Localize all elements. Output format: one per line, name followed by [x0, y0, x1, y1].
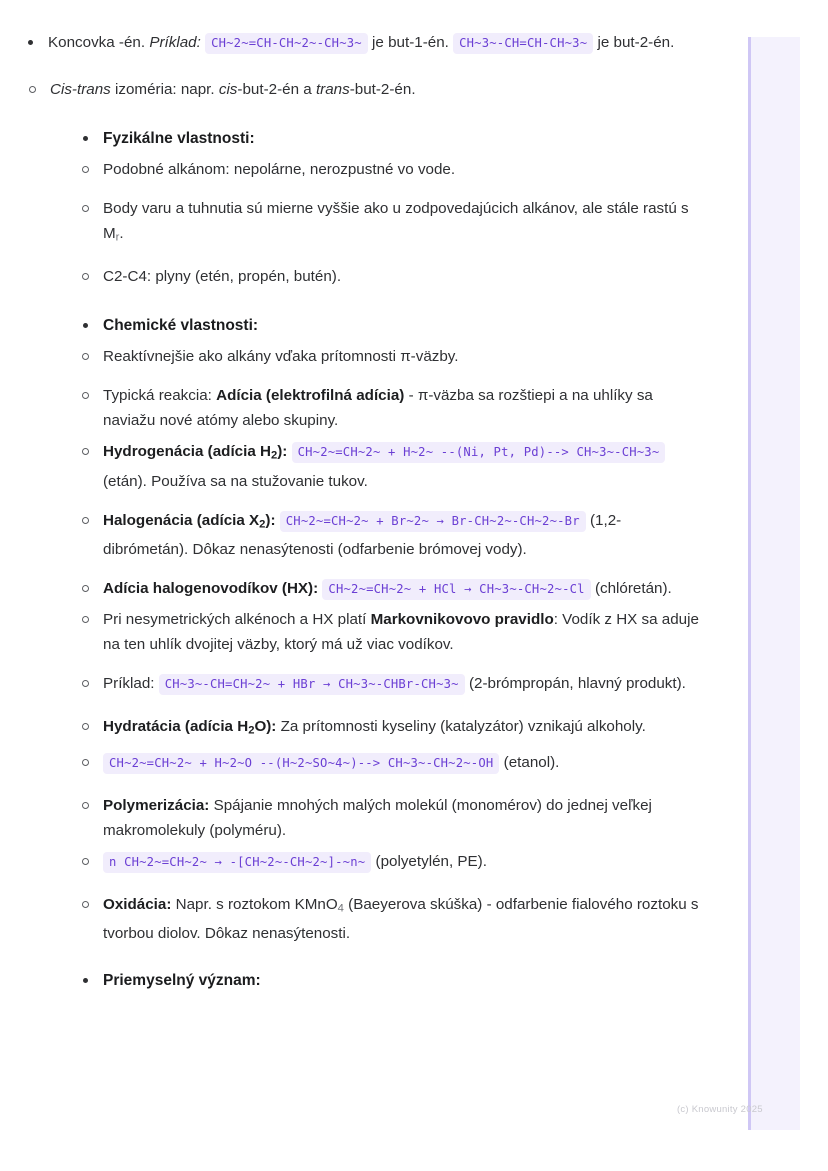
- polymerizacia-after-label: Spájanie mnohých malých molekúl (monomérov) do jednej veľkej makromolekuly (polyméru).: [103, 796, 652, 839]
- hydratacia-code-after: (etanol).: [503, 753, 560, 771]
- code-chip-but1en: CH~2~=CH-CH~2~-CH~3~: [205, 33, 368, 54]
- list-item-hydratacia-code: [79, 750, 700, 775]
- code-chip-hydratacia: CH~2~=CH~2~ + H~2~O --(H~2~SO~4~)--> CH~3~-CH~2~-OH: [103, 753, 499, 774]
- markovnikov-prefix: Pri nesymetrických alkénoch a HX platí: [103, 611, 367, 629]
- halogenacia-label-post: ):: [265, 511, 276, 529]
- code-chip-but2en: CH~3~-CH=CH-CH~3~: [453, 33, 593, 54]
- hydrogenacia-after: (etán). Používa sa na stužovanie tukov.: [103, 472, 368, 490]
- code-chip-hydrogenacia: CH~2~=CH~2~ + H~2~ --(Ni, Pt, Pd)--> CH~3~-CH~3~: [292, 442, 666, 463]
- cis-trans-text-1: izoméria: napr.: [115, 81, 215, 98]
- oxidacia-text-pre: Napr. s roztokom KMnO: [175, 895, 338, 913]
- markovnikov-sublist: [79, 607, 700, 696]
- markovnikov-bold: Markovnikovovo pravidlo: [370, 611, 554, 629]
- right-side-rail: [748, 37, 800, 1130]
- oxidacia-text-post: (Baeyerova skúška) - odfarbenie fialového roztoku s tvorbou diolov. Dôkaz nenasýtenosti.: [103, 895, 699, 943]
- halogenovodikov-after: (chlóretán).: [594, 580, 672, 598]
- fyzikalne-sublist: [79, 157, 700, 289]
- item-text: Podobné alkánom: nepolárne, nerozpustné vo vode.: [103, 161, 456, 178]
- list-item-polymerizacia: [79, 793, 700, 843]
- typicka-prefix: Typická reakcia:: [103, 387, 212, 405]
- cis-trans-italic-2: cis: [218, 81, 238, 98]
- list-item-halogenacia: [79, 508, 700, 562]
- list-item-halogenovodikov: [79, 576, 700, 601]
- list-item-priklad-brompropan: [79, 671, 700, 696]
- subscript-2: 2: [270, 449, 278, 462]
- continued-sublist: [0, 30, 700, 102]
- hydrogenacia-label-pre: Hydrogenácia (adícia H: [103, 443, 271, 461]
- cis-trans-italic-3: trans: [315, 81, 350, 98]
- code-chip-brompropan: CH~3~-CH=CH~2~ + HBr → CH~3~-CHBr-CH~3~: [159, 674, 465, 695]
- priklad-label: Príklad:: [103, 675, 155, 693]
- typicka-bold: Adícia (elektrofilná adícia): [216, 387, 405, 405]
- cis-trans-italic-1: Cis-trans: [50, 81, 111, 98]
- polymerizacia-label: Polymerizácia:: [103, 796, 210, 814]
- typicka-suffix: - π-väzba sa rozštiepi a na uhlíky sa naviažu nové atómy alebo skupiny.: [103, 387, 653, 430]
- subscript-2: 2: [259, 518, 266, 531]
- heading-text: Fyzikálne vlastnosti:: [103, 130, 255, 147]
- markovnikov-suffix: : Vodík z HX sa aduje na ten uhlík dvojitej väzby, ktorý má už viac vodíkov.: [103, 611, 699, 654]
- reactions-sublist: [79, 439, 700, 946]
- hydratacia-label-pre: Hydratácia (adícia H: [103, 718, 249, 736]
- list-item-typicka-reakcia: [79, 383, 700, 433]
- section-fyzikalne: [79, 126, 700, 289]
- list-item-body-varu: [79, 196, 700, 250]
- list-item-hydratacia: [79, 714, 700, 743]
- item-text-end: .: [119, 225, 124, 242]
- copyright-watermark: (c) Knowunity 2025: [677, 1104, 763, 1115]
- list-item-reaktivnejsie: [79, 344, 700, 369]
- heading-fyzikalne-vlastnosti: [79, 126, 700, 151]
- subscript-4: 4: [337, 902, 344, 915]
- list-item-cis-trans: [26, 77, 700, 102]
- code-chip-halogenovodikov: CH~2~=CH~2~ + HCl → CH~3~-CH~2~-Cl: [322, 579, 590, 600]
- halogenacia-label-pre: Halogenácia (adícia X: [103, 511, 260, 529]
- hydratacia-code-sublist: [79, 750, 700, 775]
- code-chip-polymerizacia: n CH~2~=CH~2~ → -[CH~2~-CH~2~]-~n~: [103, 852, 371, 873]
- list-item-markovnikov: [79, 607, 700, 657]
- list-item-koncovka: [24, 30, 700, 55]
- subscript-2: 2: [248, 724, 255, 737]
- list-item-podobne-alkanom: [79, 157, 700, 182]
- item-text: C2-C4: plyny (etén, propén, butén).: [103, 268, 342, 286]
- priklad-after: (2-brómpropán, hlavný produkt).: [468, 675, 686, 693]
- chemicke-sublist: [79, 344, 700, 946]
- section-chemicke: [79, 313, 700, 946]
- hydratacia-after-label: Za prítomnosti kyseliny (katalyzátor) vznikajú alkoholy.: [280, 718, 646, 736]
- hydratacia-label-post: O):: [254, 718, 277, 736]
- list-item-hydrogenacia: [79, 439, 700, 493]
- heading-text: Chemické vlastnosti:: [103, 317, 259, 335]
- cis-trans-text-2: -but-2-én a: [237, 81, 312, 98]
- list-item-polymerizacia-code: [79, 849, 700, 874]
- heading-priemyselny-vyznam: [79, 968, 700, 993]
- koncovka-mid1: je but-1-én.: [372, 34, 449, 51]
- polymerizacia-code-sublist: [79, 849, 700, 874]
- item-text: Reaktívnejšie ako alkány vďaka prítomnosti π-väzby.: [103, 348, 459, 366]
- section-priemyselny: [79, 968, 700, 993]
- halogenacia-after: (1,2-dibrómetán). Dôkaz nenasýtenosti (odfarbenie brómovej vody).: [103, 511, 622, 559]
- heading-text: Priemyselný význam:: [103, 972, 261, 990]
- oxidacia-label: Oxidácia:: [103, 895, 172, 913]
- koncovka-lead: Koncovka -én.: [48, 34, 146, 51]
- cis-trans-text-3: -but-2-én.: [349, 81, 416, 98]
- koncovka-mid2: je but-2-én.: [597, 34, 675, 51]
- heading-chemicke-vlastnosti: [79, 313, 700, 338]
- hydrogenacia-label-post: ):: [277, 443, 288, 461]
- list-item-c2-c4: [79, 264, 700, 289]
- list-item-oxidacia: [79, 892, 700, 946]
- polymerizacia-code-after: (polyetylén, PE).: [375, 852, 487, 870]
- subscript-r: r: [115, 231, 120, 244]
- item-text: Body varu a tuhnutia sú mierne vyššie ako u zodpovedajúcich alkánov, ale stále rastú s M: [103, 200, 689, 242]
- code-chip-halogenacia: CH~2~=CH~2~ + Br~2~ → Br-CH~2~-CH~2~-Br: [280, 511, 586, 532]
- koncovka-priklad-label: Príklad:: [149, 34, 201, 51]
- halogenovodikov-label: Adícia halogenovodíkov (HX):: [103, 580, 319, 598]
